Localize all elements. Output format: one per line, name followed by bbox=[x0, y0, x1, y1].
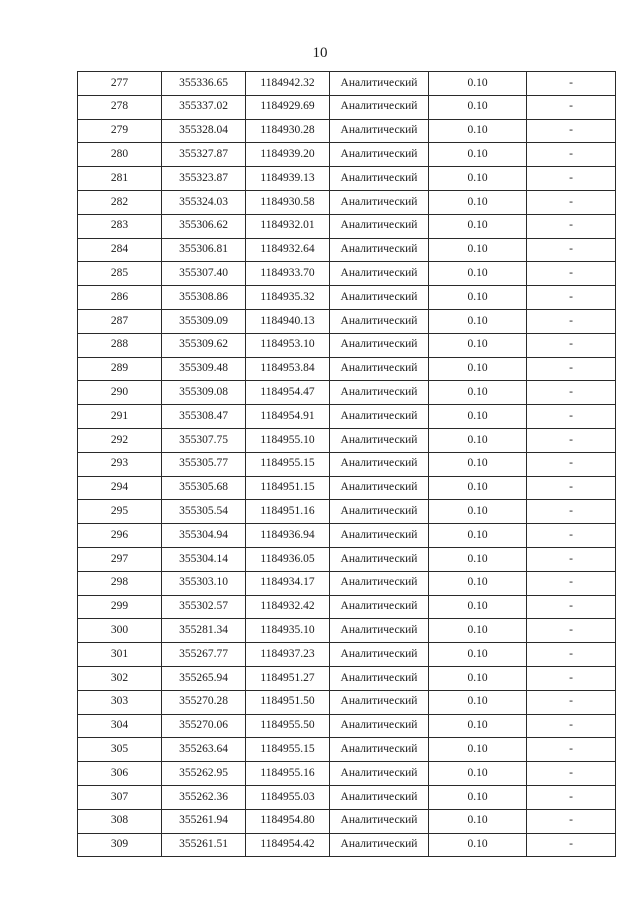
point-number-cell: 295 bbox=[78, 500, 162, 524]
point-number-cell: 290 bbox=[78, 381, 162, 405]
y-coordinate-cell: 1184939.20 bbox=[246, 143, 330, 167]
accuracy-cell: 0.10 bbox=[429, 690, 527, 714]
accuracy-cell: 0.10 bbox=[429, 72, 527, 96]
description-cell: - bbox=[527, 405, 616, 429]
x-coordinate-cell: 355262.95 bbox=[162, 762, 246, 786]
point-number-cell: 304 bbox=[78, 714, 162, 738]
method-cell: Аналитический bbox=[330, 643, 429, 667]
x-coordinate-cell: 355327.87 bbox=[162, 143, 246, 167]
x-coordinate-cell: 355328.04 bbox=[162, 119, 246, 143]
point-number-cell: 305 bbox=[78, 738, 162, 762]
table-row bbox=[78, 547, 616, 571]
method-cell: Аналитический bbox=[330, 762, 429, 786]
y-coordinate-cell: 1184951.27 bbox=[246, 666, 330, 690]
accuracy-cell: 0.10 bbox=[429, 405, 527, 429]
x-coordinate-cell: 355307.75 bbox=[162, 428, 246, 452]
accuracy-cell: 0.10 bbox=[429, 214, 527, 238]
x-coordinate-cell: 355309.08 bbox=[162, 381, 246, 405]
method-cell: Аналитический bbox=[330, 309, 429, 333]
x-coordinate-cell: 355306.62 bbox=[162, 214, 246, 238]
table-row bbox=[78, 309, 616, 333]
description-cell: - bbox=[527, 738, 616, 762]
point-number-cell: 301 bbox=[78, 643, 162, 667]
accuracy-cell: 0.10 bbox=[429, 357, 527, 381]
method-cell: Аналитический bbox=[330, 476, 429, 500]
accuracy-cell: 0.10 bbox=[429, 619, 527, 643]
table-row bbox=[78, 286, 616, 310]
accuracy-cell: 0.10 bbox=[429, 666, 527, 690]
description-cell: - bbox=[527, 809, 616, 833]
x-coordinate-cell: 355324.03 bbox=[162, 190, 246, 214]
x-coordinate-cell: 355261.51 bbox=[162, 833, 246, 857]
description-cell: - bbox=[527, 571, 616, 595]
point-number-cell: 287 bbox=[78, 309, 162, 333]
description-cell: - bbox=[527, 619, 616, 643]
method-cell: Аналитический bbox=[330, 833, 429, 857]
method-cell: Аналитический bbox=[330, 524, 429, 548]
y-coordinate-cell: 1184935.10 bbox=[246, 619, 330, 643]
point-number-cell: 286 bbox=[78, 286, 162, 310]
x-coordinate-cell: 355308.86 bbox=[162, 286, 246, 310]
table-row bbox=[78, 381, 616, 405]
y-coordinate-cell: 1184930.58 bbox=[246, 190, 330, 214]
point-number-cell: 296 bbox=[78, 524, 162, 548]
accuracy-cell: 0.10 bbox=[429, 524, 527, 548]
method-cell: Аналитический bbox=[330, 619, 429, 643]
accuracy-cell: 0.10 bbox=[429, 738, 527, 762]
y-coordinate-cell: 1184955.10 bbox=[246, 428, 330, 452]
y-coordinate-cell: 1184955.03 bbox=[246, 785, 330, 809]
table-row bbox=[78, 95, 616, 119]
description-cell: - bbox=[527, 714, 616, 738]
x-coordinate-cell: 355263.64 bbox=[162, 738, 246, 762]
accuracy-cell: 0.10 bbox=[429, 262, 527, 286]
table-row bbox=[78, 690, 616, 714]
description-cell: - bbox=[527, 690, 616, 714]
method-cell: Аналитический bbox=[330, 738, 429, 762]
method-cell: Аналитический bbox=[330, 690, 429, 714]
table-row bbox=[78, 643, 616, 667]
table-row bbox=[78, 666, 616, 690]
y-coordinate-cell: 1184936.94 bbox=[246, 524, 330, 548]
table-row bbox=[78, 333, 616, 357]
y-coordinate-cell: 1184951.50 bbox=[246, 690, 330, 714]
y-coordinate-cell: 1184932.42 bbox=[246, 595, 330, 619]
description-cell: - bbox=[527, 547, 616, 571]
page-number: 10 bbox=[312, 45, 328, 61]
description-cell: - bbox=[527, 95, 616, 119]
x-coordinate-cell: 355309.09 bbox=[162, 309, 246, 333]
x-coordinate-cell: 355323.87 bbox=[162, 167, 246, 191]
y-coordinate-cell: 1184934.17 bbox=[246, 571, 330, 595]
accuracy-cell: 0.10 bbox=[429, 190, 527, 214]
point-number-cell: 282 bbox=[78, 190, 162, 214]
coordinates-table-body bbox=[78, 72, 616, 857]
x-coordinate-cell: 355304.14 bbox=[162, 547, 246, 571]
point-number-cell: 300 bbox=[78, 619, 162, 643]
x-coordinate-cell: 355337.02 bbox=[162, 95, 246, 119]
table-row bbox=[78, 428, 616, 452]
description-cell: - bbox=[527, 286, 616, 310]
description-cell: - bbox=[527, 833, 616, 857]
accuracy-cell: 0.10 bbox=[429, 476, 527, 500]
y-coordinate-cell: 1184954.42 bbox=[246, 833, 330, 857]
table-row bbox=[78, 143, 616, 167]
description-cell: - bbox=[527, 167, 616, 191]
y-coordinate-cell: 1184933.70 bbox=[246, 262, 330, 286]
table-row bbox=[78, 524, 616, 548]
description-cell: - bbox=[527, 500, 616, 524]
y-coordinate-cell: 1184953.84 bbox=[246, 357, 330, 381]
point-number-cell: 279 bbox=[78, 119, 162, 143]
accuracy-cell: 0.10 bbox=[429, 785, 527, 809]
x-coordinate-cell: 355281.34 bbox=[162, 619, 246, 643]
point-number-cell: 299 bbox=[78, 595, 162, 619]
accuracy-cell: 0.10 bbox=[429, 571, 527, 595]
table-row bbox=[78, 214, 616, 238]
y-coordinate-cell: 1184936.05 bbox=[246, 547, 330, 571]
method-cell: Аналитический bbox=[330, 428, 429, 452]
table-row bbox=[78, 452, 616, 476]
table-row bbox=[78, 238, 616, 262]
method-cell: Аналитический bbox=[330, 238, 429, 262]
description-cell: - bbox=[527, 262, 616, 286]
y-coordinate-cell: 1184955.16 bbox=[246, 762, 330, 786]
description-cell: - bbox=[527, 333, 616, 357]
accuracy-cell: 0.10 bbox=[429, 643, 527, 667]
accuracy-cell: 0.10 bbox=[429, 286, 527, 310]
x-coordinate-cell: 355336.65 bbox=[162, 72, 246, 96]
table-row bbox=[78, 619, 616, 643]
accuracy-cell: 0.10 bbox=[429, 167, 527, 191]
method-cell: Аналитический bbox=[330, 333, 429, 357]
table-row bbox=[78, 833, 616, 857]
method-cell: Аналитический bbox=[330, 381, 429, 405]
point-number-cell: 309 bbox=[78, 833, 162, 857]
y-coordinate-cell: 1184955.50 bbox=[246, 714, 330, 738]
point-number-cell: 297 bbox=[78, 547, 162, 571]
accuracy-cell: 0.10 bbox=[429, 428, 527, 452]
description-cell: - bbox=[527, 666, 616, 690]
point-number-cell: 298 bbox=[78, 571, 162, 595]
table-row bbox=[78, 762, 616, 786]
x-coordinate-cell: 355267.77 bbox=[162, 643, 246, 667]
table-row bbox=[78, 714, 616, 738]
table-row bbox=[78, 262, 616, 286]
description-cell: - bbox=[527, 309, 616, 333]
x-coordinate-cell: 355270.06 bbox=[162, 714, 246, 738]
description-cell: - bbox=[527, 381, 616, 405]
description-cell: - bbox=[527, 785, 616, 809]
point-number-cell: 293 bbox=[78, 452, 162, 476]
description-cell: - bbox=[527, 238, 616, 262]
method-cell: Аналитический bbox=[330, 452, 429, 476]
x-coordinate-cell: 355265.94 bbox=[162, 666, 246, 690]
method-cell: Аналитический bbox=[330, 809, 429, 833]
table-row bbox=[78, 785, 616, 809]
method-cell: Аналитический bbox=[330, 547, 429, 571]
description-cell: - bbox=[527, 357, 616, 381]
method-cell: Аналитический bbox=[330, 500, 429, 524]
table-row bbox=[78, 119, 616, 143]
table-row bbox=[78, 405, 616, 429]
method-cell: Аналитический bbox=[330, 214, 429, 238]
point-number-cell: 308 bbox=[78, 809, 162, 833]
table-row bbox=[78, 738, 616, 762]
y-coordinate-cell: 1184932.01 bbox=[246, 214, 330, 238]
method-cell: Аналитический bbox=[330, 595, 429, 619]
y-coordinate-cell: 1184954.91 bbox=[246, 405, 330, 429]
method-cell: Аналитический bbox=[330, 262, 429, 286]
method-cell: Аналитический bbox=[330, 666, 429, 690]
accuracy-cell: 0.10 bbox=[429, 833, 527, 857]
method-cell: Аналитический bbox=[330, 405, 429, 429]
table-row bbox=[78, 571, 616, 595]
y-coordinate-cell: 1184951.15 bbox=[246, 476, 330, 500]
table-row bbox=[78, 357, 616, 381]
description-cell: - bbox=[527, 762, 616, 786]
method-cell: Аналитический bbox=[330, 190, 429, 214]
y-coordinate-cell: 1184937.23 bbox=[246, 643, 330, 667]
description-cell: - bbox=[527, 143, 616, 167]
y-coordinate-cell: 1184954.80 bbox=[246, 809, 330, 833]
x-coordinate-cell: 355305.77 bbox=[162, 452, 246, 476]
x-coordinate-cell: 355302.57 bbox=[162, 595, 246, 619]
description-cell: - bbox=[527, 119, 616, 143]
point-number-cell: 289 bbox=[78, 357, 162, 381]
x-coordinate-cell: 355303.10 bbox=[162, 571, 246, 595]
accuracy-cell: 0.10 bbox=[429, 143, 527, 167]
method-cell: Аналитический bbox=[330, 357, 429, 381]
point-number-cell: 278 bbox=[78, 95, 162, 119]
method-cell: Аналитический bbox=[330, 72, 429, 96]
point-number-cell: 288 bbox=[78, 333, 162, 357]
table-row bbox=[78, 500, 616, 524]
x-coordinate-cell: 355309.62 bbox=[162, 333, 246, 357]
table-row bbox=[78, 167, 616, 191]
y-coordinate-cell: 1184932.64 bbox=[246, 238, 330, 262]
accuracy-cell: 0.10 bbox=[429, 452, 527, 476]
point-number-cell: 306 bbox=[78, 762, 162, 786]
x-coordinate-cell: 355306.81 bbox=[162, 238, 246, 262]
x-coordinate-cell: 355309.48 bbox=[162, 357, 246, 381]
point-number-cell: 303 bbox=[78, 690, 162, 714]
table-row bbox=[78, 595, 616, 619]
point-number-cell: 284 bbox=[78, 238, 162, 262]
description-cell: - bbox=[527, 428, 616, 452]
accuracy-cell: 0.10 bbox=[429, 762, 527, 786]
y-coordinate-cell: 1184951.16 bbox=[246, 500, 330, 524]
y-coordinate-cell: 1184955.15 bbox=[246, 452, 330, 476]
method-cell: Аналитический bbox=[330, 714, 429, 738]
table-row bbox=[78, 72, 616, 96]
description-cell: - bbox=[527, 72, 616, 96]
x-coordinate-cell: 355308.47 bbox=[162, 405, 246, 429]
description-cell: - bbox=[527, 524, 616, 548]
method-cell: Аналитический bbox=[330, 119, 429, 143]
point-number-cell: 285 bbox=[78, 262, 162, 286]
method-cell: Аналитический bbox=[330, 143, 429, 167]
method-cell: Аналитический bbox=[330, 286, 429, 310]
point-number-cell: 277 bbox=[78, 72, 162, 96]
point-number-cell: 302 bbox=[78, 666, 162, 690]
accuracy-cell: 0.10 bbox=[429, 809, 527, 833]
x-coordinate-cell: 355261.94 bbox=[162, 809, 246, 833]
y-coordinate-cell: 1184929.69 bbox=[246, 95, 330, 119]
point-number-cell: 283 bbox=[78, 214, 162, 238]
description-cell: - bbox=[527, 190, 616, 214]
table-row bbox=[78, 190, 616, 214]
description-cell: - bbox=[527, 643, 616, 667]
method-cell: Аналитический bbox=[330, 785, 429, 809]
table-row bbox=[78, 476, 616, 500]
x-coordinate-cell: 355305.68 bbox=[162, 476, 246, 500]
x-coordinate-cell: 355262.36 bbox=[162, 785, 246, 809]
description-cell: - bbox=[527, 476, 616, 500]
accuracy-cell: 0.10 bbox=[429, 547, 527, 571]
point-number-cell: 292 bbox=[78, 428, 162, 452]
point-number-cell: 294 bbox=[78, 476, 162, 500]
accuracy-cell: 0.10 bbox=[429, 309, 527, 333]
accuracy-cell: 0.10 bbox=[429, 119, 527, 143]
y-coordinate-cell: 1184954.47 bbox=[246, 381, 330, 405]
x-coordinate-cell: 355270.28 bbox=[162, 690, 246, 714]
description-cell: - bbox=[527, 214, 616, 238]
x-coordinate-cell: 355305.54 bbox=[162, 500, 246, 524]
y-coordinate-cell: 1184953.10 bbox=[246, 333, 330, 357]
point-number-cell: 307 bbox=[78, 785, 162, 809]
accuracy-cell: 0.10 bbox=[429, 714, 527, 738]
x-coordinate-cell: 355307.40 bbox=[162, 262, 246, 286]
accuracy-cell: 0.10 bbox=[429, 238, 527, 262]
description-cell: - bbox=[527, 452, 616, 476]
y-coordinate-cell: 1184955.15 bbox=[246, 738, 330, 762]
description-cell: - bbox=[527, 595, 616, 619]
accuracy-cell: 0.10 bbox=[429, 595, 527, 619]
y-coordinate-cell: 1184935.32 bbox=[246, 286, 330, 310]
y-coordinate-cell: 1184942.32 bbox=[246, 72, 330, 96]
y-coordinate-cell: 1184940.13 bbox=[246, 309, 330, 333]
method-cell: Аналитический bbox=[330, 95, 429, 119]
accuracy-cell: 0.10 bbox=[429, 95, 527, 119]
point-number-cell: 291 bbox=[78, 405, 162, 429]
coordinates-table bbox=[77, 71, 616, 857]
method-cell: Аналитический bbox=[330, 167, 429, 191]
accuracy-cell: 0.10 bbox=[429, 381, 527, 405]
y-coordinate-cell: 1184939.13 bbox=[246, 167, 330, 191]
table-row bbox=[78, 809, 616, 833]
method-cell: Аналитический bbox=[330, 571, 429, 595]
accuracy-cell: 0.10 bbox=[429, 500, 527, 524]
point-number-cell: 281 bbox=[78, 167, 162, 191]
point-number-cell: 280 bbox=[78, 143, 162, 167]
x-coordinate-cell: 355304.94 bbox=[162, 524, 246, 548]
accuracy-cell: 0.10 bbox=[429, 333, 527, 357]
y-coordinate-cell: 1184930.28 bbox=[246, 119, 330, 143]
